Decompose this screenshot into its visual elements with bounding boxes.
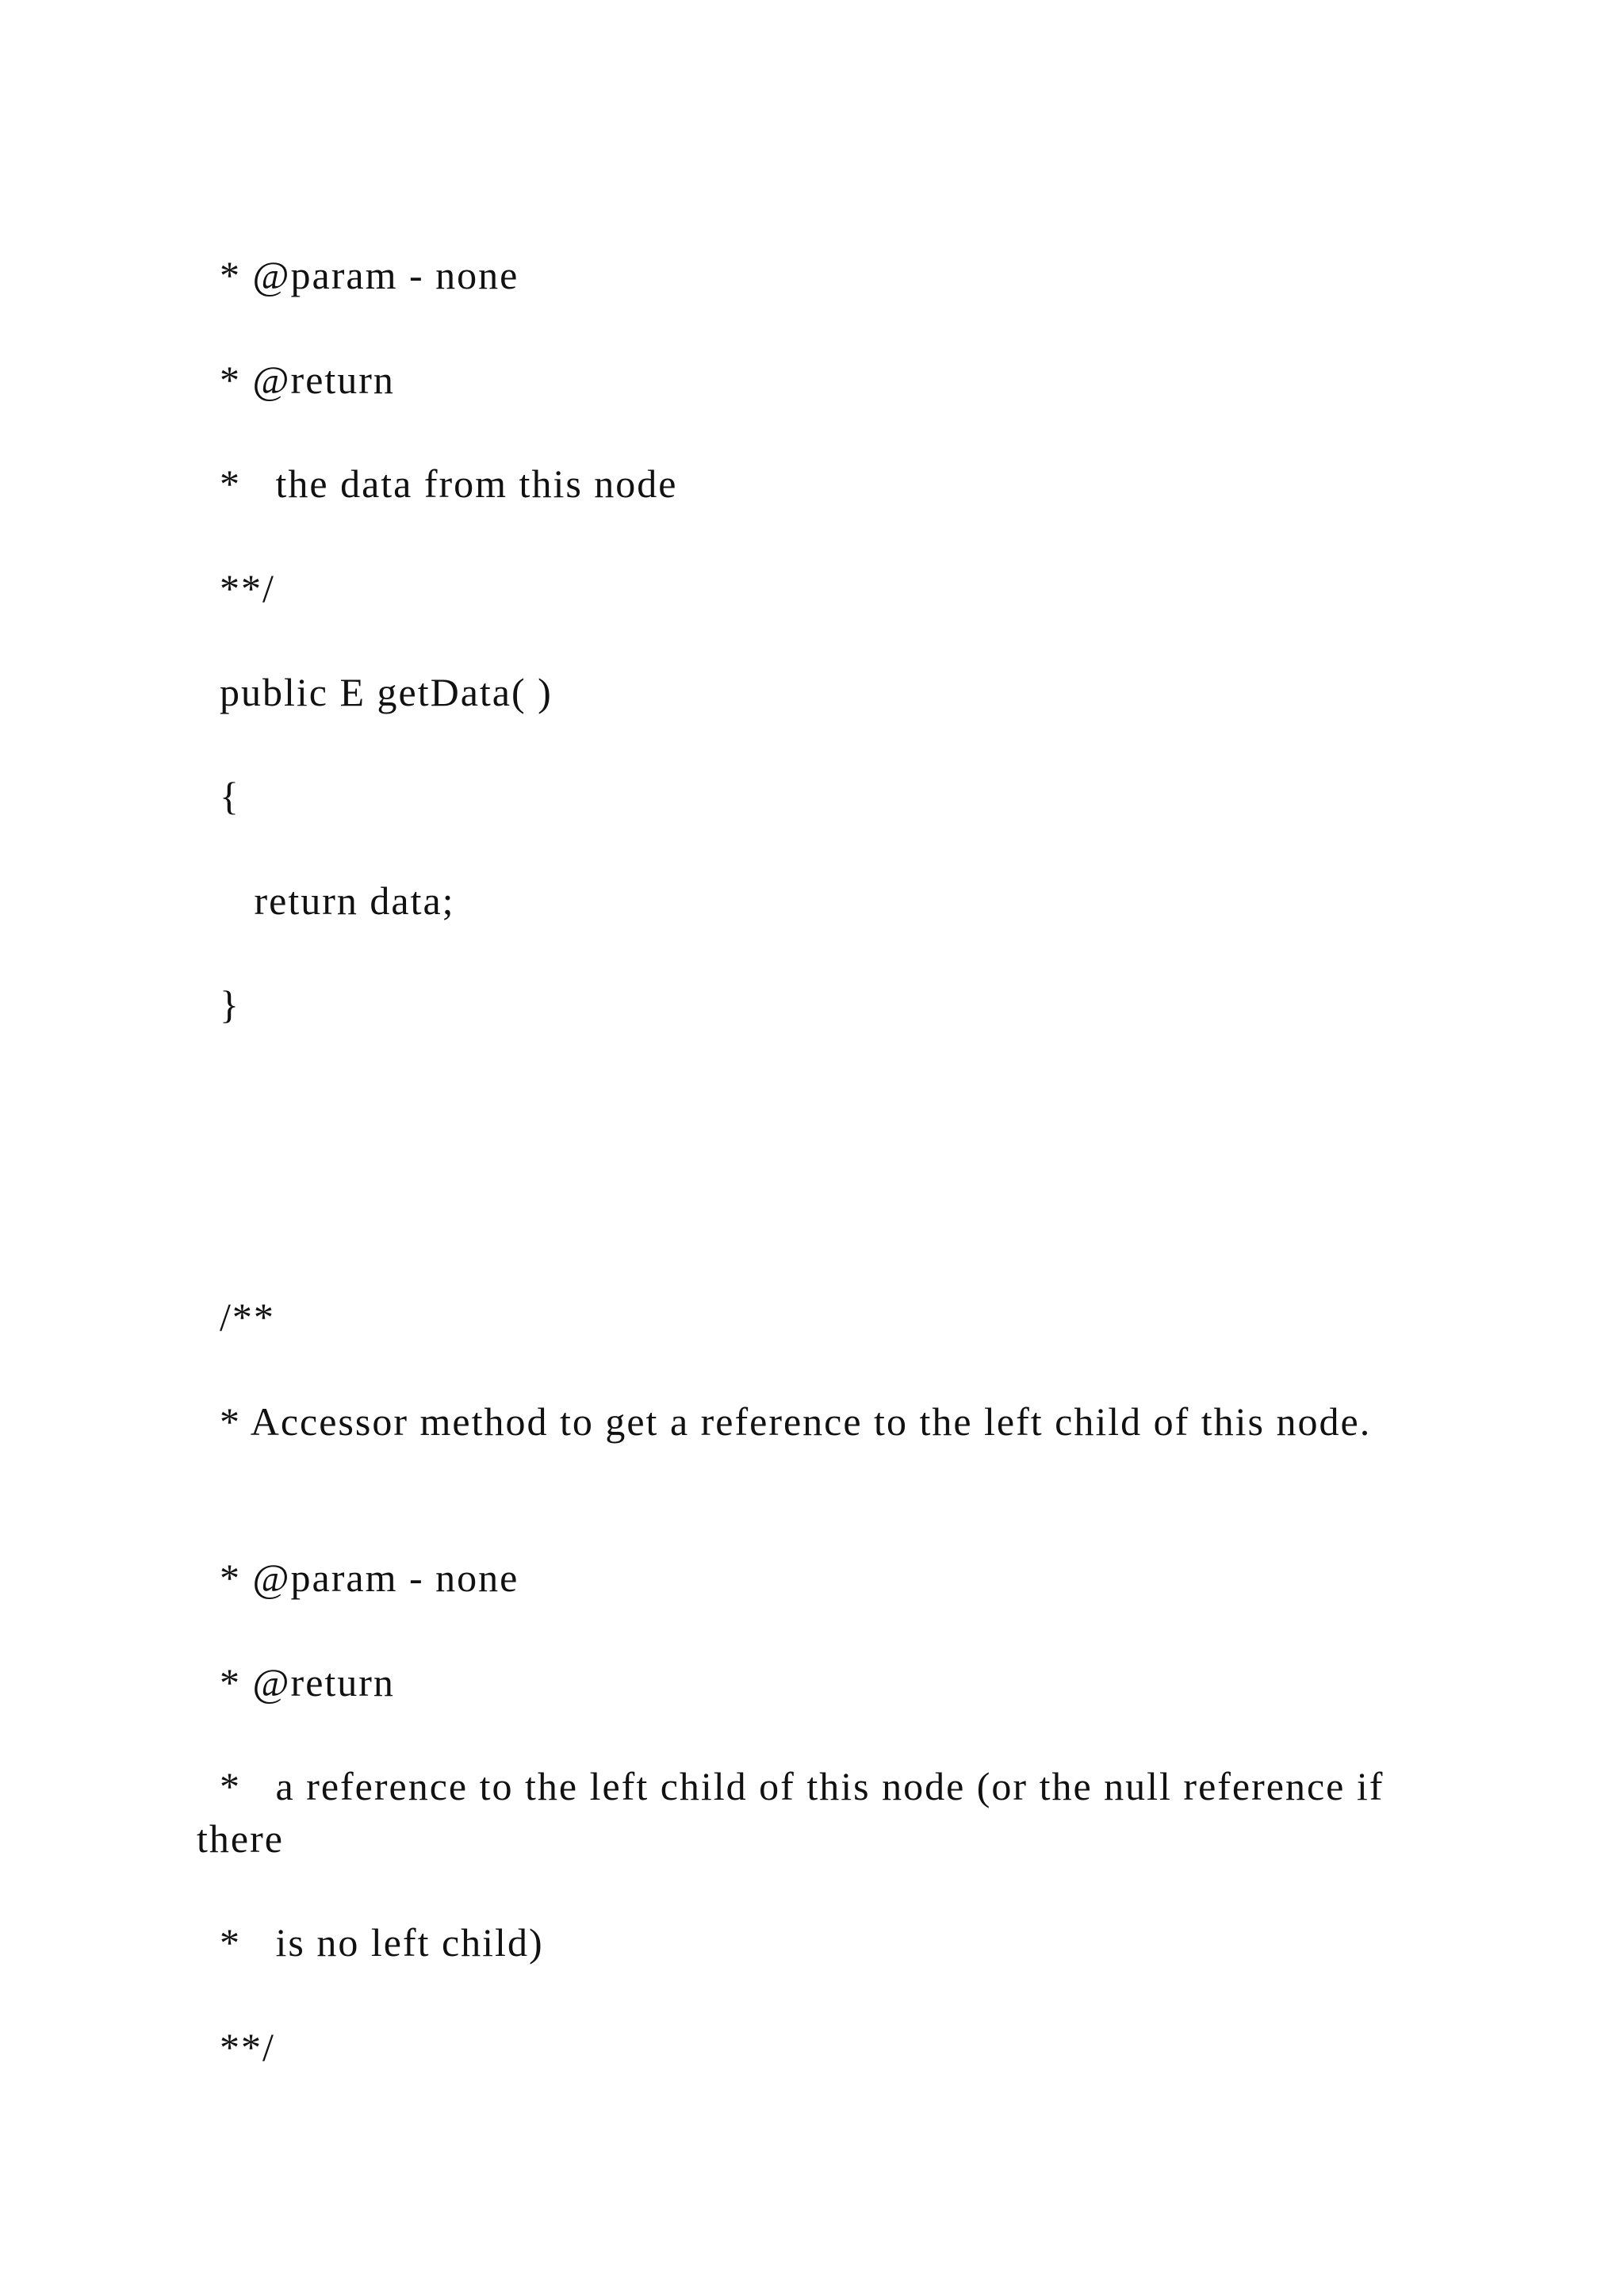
code-line: /** xyxy=(197,1295,275,1339)
code-line: * the data from this node xyxy=(197,461,678,506)
code-line: * @return xyxy=(197,1660,395,1705)
code-line: public E getData( ) xyxy=(197,670,553,714)
code-line: * Accessor method to get a reference to the left child of this node. xyxy=(197,1399,1372,1444)
code-line: * @param - none xyxy=(197,253,519,297)
code-line: **/ xyxy=(197,566,275,610)
code-line: } xyxy=(197,982,240,1027)
code-line: return data; xyxy=(197,878,455,923)
code-line: * @return xyxy=(197,358,395,402)
code-line: * @param - none xyxy=(197,1556,519,1600)
code-line: * a reference to the left child of this node (or the null reference if there xyxy=(197,1764,1396,1861)
code-line: * is no left child) xyxy=(197,1920,544,1965)
code-line: **/ xyxy=(197,2025,275,2069)
code-line: { xyxy=(197,774,240,818)
